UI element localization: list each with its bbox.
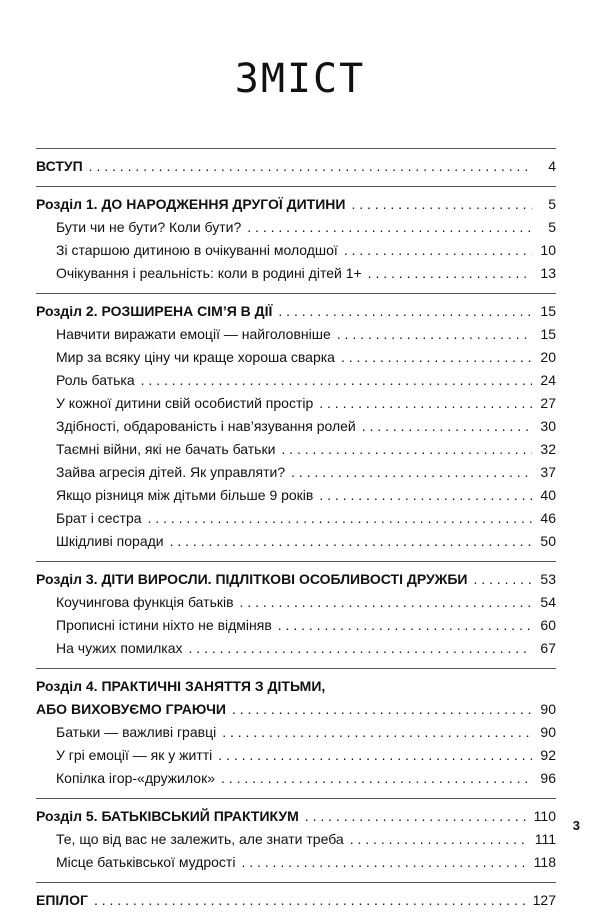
toc-section-entry[interactable]	[36, 463, 556, 486]
toc-section-entry[interactable]	[36, 417, 556, 440]
entry-title: ЕПІЛОГ	[36, 892, 88, 908]
leader-dots	[94, 891, 527, 909]
leader-dots	[305, 807, 528, 825]
separator	[36, 186, 556, 187]
leader-dots	[232, 700, 532, 718]
entry-title-line2: АБО ВИХОВУЄМО ГРАЮЧИ	[36, 701, 226, 717]
entry-title: У кожної дитини свій особистий простір	[56, 395, 314, 411]
entry-title: Роль батька	[56, 372, 135, 388]
separator	[36, 882, 556, 883]
leader-dots	[291, 463, 532, 481]
separator	[36, 668, 556, 669]
leader-dots	[319, 486, 532, 504]
toc-section-entry[interactable]	[36, 241, 556, 264]
separator	[36, 798, 556, 799]
toc-section-entry[interactable]	[36, 509, 556, 532]
table-of-contents	[36, 148, 556, 914]
entry-page: 32	[540, 441, 556, 457]
entry-page: 53	[540, 571, 556, 587]
entry-title: Копілка ігор-«дружилок»	[56, 770, 216, 786]
leader-dots	[240, 593, 532, 611]
toc-chapter-entry[interactable]	[36, 807, 556, 830]
leader-dots	[278, 302, 532, 320]
entry-page: 4	[548, 158, 556, 174]
toc-section-entry[interactable]	[36, 746, 556, 769]
entry-title: Шкідливі поради	[56, 533, 164, 549]
leader-dots	[281, 440, 532, 458]
entry-title: У грі емоції — як у житті	[56, 747, 213, 763]
toc-section-entry[interactable]	[36, 853, 556, 876]
entry-title: Розділ 5. БАТЬКІВСЬКИЙ ПРАКТИКУМ	[36, 808, 299, 824]
leader-dots	[247, 218, 532, 236]
entry-page: 40	[540, 487, 556, 503]
toc-chapter-entry[interactable]	[36, 677, 556, 700]
entry-title: Здібності, обдарованість і нав’язування ролей	[56, 418, 356, 434]
toc-section-entry[interactable]	[36, 371, 556, 394]
toc-section-entry[interactable]	[36, 486, 556, 509]
leader-dots	[241, 853, 527, 871]
entry-title: Якщо різниця між дітьми більше 9 років	[56, 487, 314, 503]
entry-page: 92	[540, 747, 556, 763]
leader-dots	[278, 616, 532, 634]
entry-title: На чужих помилках	[56, 640, 183, 656]
toc-chapter-entry[interactable]	[36, 157, 556, 180]
entry-title: Зайва агресія дітей. Як управляти?	[56, 464, 286, 480]
entry-title: Навчити виражати емоції — найголовніше	[56, 326, 331, 342]
page-title: ЗМІСТ	[234, 56, 366, 102]
toc-section-entry[interactable]	[36, 348, 556, 371]
entry-page: 15	[540, 303, 556, 319]
entry-page: 110	[533, 808, 556, 824]
entry-page: 13	[540, 265, 556, 281]
leader-dots	[222, 723, 532, 741]
toc-section-entry[interactable]	[36, 325, 556, 348]
separator	[36, 561, 556, 562]
toc-section-entry[interactable]	[36, 593, 556, 616]
entry-title: Розділ 3. ДІТИ ВИРОСЛИ. ПІДЛІТКОВІ ОСОБЛИВОСТІ ДРУЖБИ	[36, 571, 468, 587]
toc-section-entry[interactable]	[36, 532, 556, 555]
separator	[36, 293, 556, 294]
leader-dots	[89, 157, 532, 175]
entry-page: 60	[540, 617, 556, 633]
entry-page: 127	[532, 892, 556, 908]
toc-section-entry[interactable]	[36, 830, 556, 853]
leader-dots	[362, 417, 532, 435]
entry-page: 96	[540, 770, 556, 786]
toc-chapter-entry[interactable]	[36, 570, 556, 593]
toc-section-entry[interactable]	[36, 440, 556, 463]
leader-dots	[170, 532, 532, 550]
entry-title: Мир за всяку ціну чи краще хороша сварка	[56, 349, 335, 365]
leader-dots	[148, 509, 532, 527]
entry-title: Очікування і реальність: коли в родині дітей 1+	[56, 265, 362, 281]
leader-dots	[473, 570, 532, 588]
entry-page: 90	[540, 724, 556, 740]
entry-page: 111	[534, 831, 556, 847]
entry-page: 10	[540, 242, 556, 258]
leader-dots	[368, 264, 532, 282]
entry-title: Прописні істини ніхто не відміняв	[56, 617, 272, 633]
entry-page: 54	[540, 594, 556, 610]
leader-dots	[141, 371, 532, 389]
entry-title: Розділ 1. ДО НАРОДЖЕННЯ ДРУГОЇ ДИТИНИ	[36, 196, 346, 212]
toc-section-entry[interactable]	[36, 639, 556, 662]
toc-chapter-entry-continued[interactable]	[36, 700, 556, 723]
toc-section-entry[interactable]	[36, 723, 556, 746]
entry-title: Зі старшою дитиною в очікуванні молодшої	[56, 242, 338, 258]
toc-section-entry[interactable]	[36, 769, 556, 792]
leader-dots	[341, 348, 532, 366]
toc-section-entry[interactable]	[36, 264, 556, 287]
entry-page: 30	[540, 418, 556, 434]
leader-dots	[218, 746, 532, 764]
entry-title: Розділ 2. РОЗШИРЕНА СІМ’Я В ДІЇ	[36, 303, 273, 319]
entry-title: Місце батьківської мудрості	[56, 854, 236, 870]
entry-title: ВСТУП	[36, 158, 83, 174]
toc-chapter-entry[interactable]	[36, 195, 556, 218]
entry-title: Брат і сестра	[56, 510, 142, 526]
entry-page: 5	[548, 196, 556, 212]
entry-page: 46	[540, 510, 556, 526]
leader-dots	[319, 394, 532, 412]
leader-dots	[337, 325, 532, 343]
entry-page: 67	[540, 640, 556, 656]
leader-dots	[351, 195, 532, 213]
entry-page: 37	[540, 464, 556, 480]
entry-title: Те, що від вас не залежить, але знати треба	[56, 831, 344, 847]
entry-title: Бути чи не бути? Коли бути?	[56, 219, 242, 235]
separator	[36, 148, 556, 149]
toc-section-entry[interactable]	[36, 218, 556, 241]
toc-section-entry[interactable]	[36, 394, 556, 417]
leader-dots	[350, 830, 529, 848]
leader-dots	[221, 769, 532, 787]
page-number: 3	[572, 818, 580, 833]
entry-page: 118	[533, 854, 556, 870]
entry-page: 5	[548, 219, 556, 235]
leader-dots	[189, 639, 532, 657]
entry-title: Таємні війни, які не бачать батьки	[56, 441, 276, 457]
entry-page: 50	[540, 533, 556, 549]
entry-page: 20	[540, 349, 556, 365]
entry-page: 15	[540, 326, 556, 342]
entry-title: Розділ 4. ПРАКТИЧНІ ЗАНЯТТЯ З ДІТЬМИ,	[36, 678, 326, 694]
entry-page: 24	[540, 372, 556, 388]
entry-page: 90	[540, 701, 556, 717]
toc-chapter-entry[interactable]	[36, 891, 556, 914]
toc-section-entry[interactable]	[36, 616, 556, 639]
toc-chapter-entry[interactable]	[36, 302, 556, 325]
entry-page: 27	[540, 395, 556, 411]
leader-dots	[344, 241, 532, 259]
entry-title: Батьки — важливі гравці	[56, 724, 217, 740]
entry-title: Коучингова функція батьків	[56, 594, 234, 610]
